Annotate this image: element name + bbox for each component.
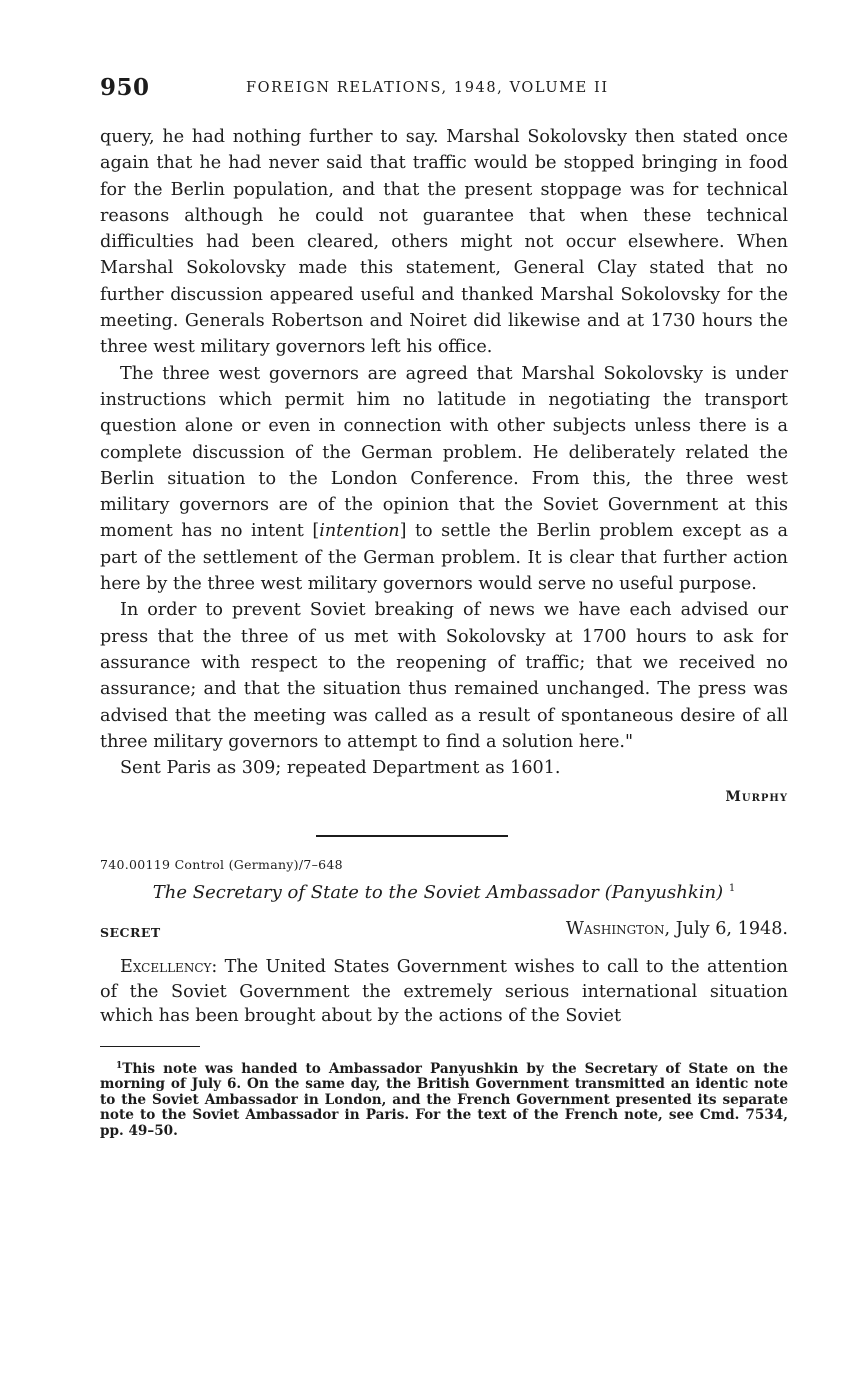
title-footnote-ref: 1: [728, 883, 736, 895]
telegram-continuation: [100, 124, 788, 781]
paragraph-2-part-a: The three west governors are agreed that Marshal Sokolovsky is under instructions which permit him no latitude in negotiating the transport question alone or even in connection with other subjects unless there is a complete discussion of the German problem. He deliberately related the Berlin situation to the London Conference. From this, the three west military governors are of the opinion that the Soviet Government at this moment has no intent [: [100, 363, 788, 542]
opening-text: : The United States Government wishes to call to the attention of the Soviet Government the extremely serious international situation which has been brought about by the actions of the Soviet: [100, 957, 788, 1027]
paragraph-1: query, he had nothing further to say. Marshal Sokolovsky then stated once again that he had never said that traffic would be stopped bringing in food for the Berlin population, and that the present stoppage was for technical reasons although he could not guarantee that when these technical difficulties had been cleared, others might not occur elsewhere. When Marshal Sokolovsky made this statement, General Clay stated that no further discussion appeared useful and thanked Marshal Sokolovsky for the meeting. Generals Robertson and Noiret did likewise and at 1730 hours the three west military governors left his office.: [100, 127, 788, 358]
footnote: [100, 1059, 788, 1139]
dateline: [566, 919, 788, 939]
page-header: [100, 74, 788, 114]
running-head: FOREIGN RELATIONS, 1948, VOLUME II: [246, 80, 609, 96]
dateline-place: Washington: [565, 919, 665, 940]
signature: Murphy: [725, 789, 788, 806]
title-part-a: The Secretary of State to the Soviet Ambassador (: [152, 882, 612, 904]
footnote-marker: 1: [116, 1060, 123, 1071]
title-part-b: ): [716, 882, 724, 904]
letter-opening: [100, 955, 788, 1028]
document-page: [100, 74, 788, 1153]
paragraph-3: In order to prevent Soviet breaking of news we have each advised our press that the three of us met with Sokolovsky at 1700 hours to ask for assurance with respect to the reopening of traffic; that we received no assurance; and that the situation thus remained unchanged. The press was advised that the meeting was called as a result of spontaneous desire of all three military governors to attempt to find a solution here.": [100, 600, 788, 752]
salutation: Excellency: [120, 957, 212, 978]
paragraph-2: [100, 361, 788, 598]
document-title: [100, 882, 788, 903]
title-name: Panyushkin: [611, 882, 717, 904]
page-number: 950: [100, 74, 150, 101]
classification: SECRET: [100, 925, 161, 941]
section-divider: [316, 835, 508, 837]
paragraph-2-italic: intention: [319, 521, 400, 542]
file-number: 740.00119 Control (Germany)/7–648: [100, 857, 343, 873]
footnote-rule: [100, 1046, 200, 1047]
paragraph-4: Sent Paris as 309; repeated Department as 1601.: [120, 758, 561, 779]
dateline-date: , July 6, 1948.: [664, 919, 788, 940]
classification-dateline-row: [100, 919, 788, 949]
footnote-text: This note was handed to Ambassador Panyushkin by the Secretary of State on the morning of July 6. On the same day, the British Government transmitted an identic note to the Soviet Ambassador in London, and the French Government presented its separate note to the Soviet Ambassador in Paris. For the text of the French note, see Cmd. 7534, pp. 49–50.: [100, 1060, 788, 1139]
paragraph-2-part-b: ] to settle the Berlin problem except as a part of the settlement of the German problem. It is clear that further action here by the three west military governors would serve no useful purpose.: [100, 521, 788, 595]
